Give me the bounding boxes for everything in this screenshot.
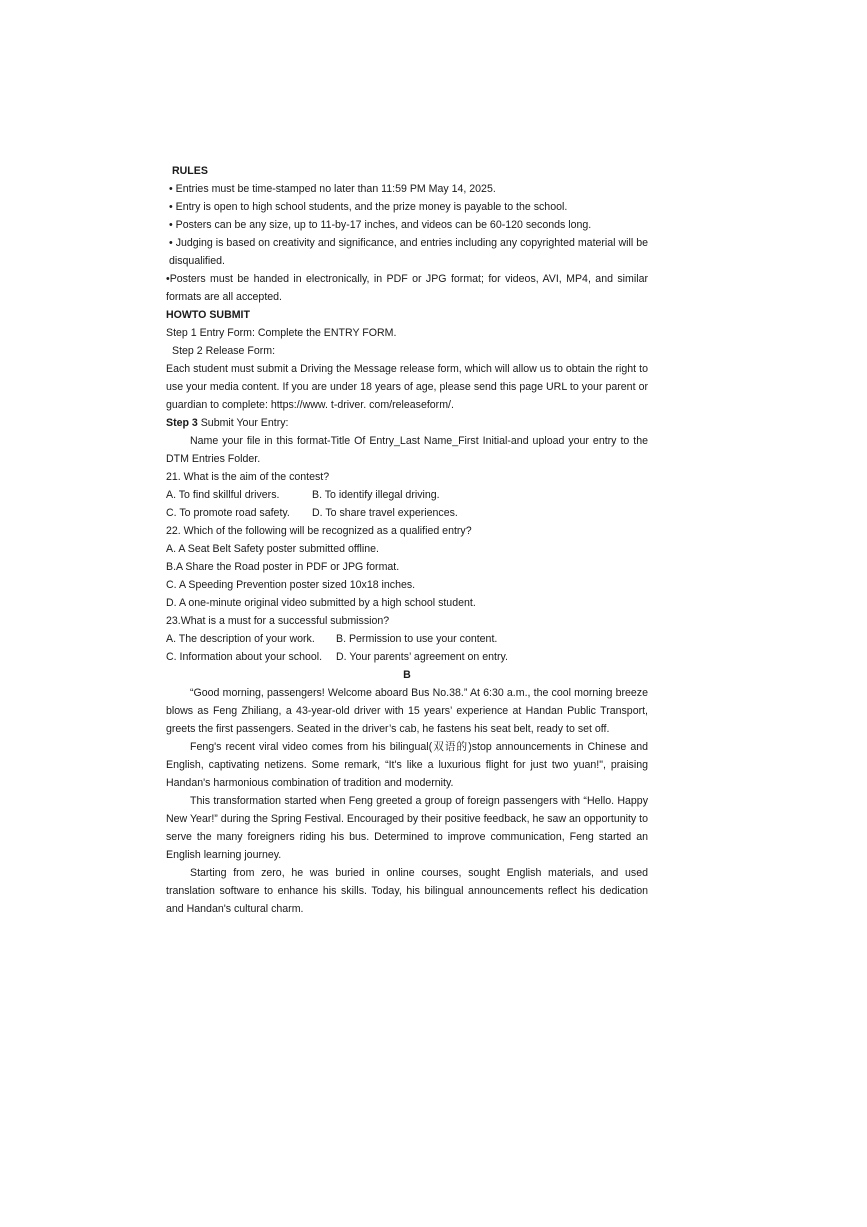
rule-item-4: • Judging is based on creativity and significance, and entries including any copyrighted material will be disqualified.: [169, 237, 648, 267]
question-22-option-a: A. A Seat Belt Safety poster submitted offline.: [166, 543, 379, 555]
step-3-label: Step 3: [166, 417, 198, 429]
question-21-option-c: C. To promote road safety.: [166, 507, 290, 519]
question-23-option-b: B. Permission to use your content.: [336, 633, 498, 645]
submit-heading: HOWTO SUBMIT: [166, 309, 250, 321]
question-23-options-row-1: [166, 630, 648, 648]
question-23-option-c: C. Information about your school.: [166, 651, 323, 663]
document-body: [166, 162, 648, 918]
question-22-stem: 22. Which of the following will be recognized as a qualified entry?: [166, 525, 472, 537]
rule-item-3: • Posters can be any size, up to 11-by-17 inches, and videos can be 60-120 seconds long.: [169, 219, 592, 231]
question-23-option-a: A. The description of your work.: [166, 633, 315, 645]
passage-b-heading: B: [403, 669, 411, 681]
rule-item-2: • Entry is open to high school students, and the prize money is payable to the school.: [169, 201, 568, 213]
question-21-option-a: A. To find skillful drivers.: [166, 489, 280, 501]
question-22-option-d: D. A one-minute original video submitted by a high school student.: [166, 597, 476, 609]
step-2-title: Step 2 Release Form:: [172, 345, 276, 357]
rule-item-1: • Entries must be time-stamped no later than 11:59 PM May 14, 2025.: [169, 183, 496, 195]
question-22-option-c: C. A Speeding Prevention poster sized 10x18 inches.: [166, 579, 416, 591]
question-22-option-b: B.A Share the Road poster in PDF or JPG format.: [166, 561, 400, 573]
step-3-body: Name your file in this format-Title Of Entry_Last Name_First Initial-and upload your entry to the DTM Entries Folder.: [166, 435, 648, 465]
question-21-option-b: B. To identify illegal driving.: [312, 489, 440, 501]
rules-heading: RULES: [172, 165, 208, 177]
passage-b-paragraph-3: This transformation started when Feng greeted a group of foreign passengers with “Hello. Happy New Year!” during the Spring Festival. Encouraged by their positive feedback, he saw an opportunity to serve the many foreigners riding his bus. Determined to improve communication, Feng started an English learning journey.: [166, 795, 648, 861]
step-2-body: Each student must submit a Driving the Message release form, which will allow us to obtain the right to use your media content. If you are under 18 years of age, please send this page URL to your parent or guardian to complete: https://www. t-driver. com/releaseform/.: [166, 363, 648, 411]
question-23-options-row-2: [166, 648, 648, 666]
question-23-option-d: D. Your parents’ agreement on entry.: [336, 651, 508, 663]
passage-b-paragraph-2: Feng's recent viral video comes from his bilingual(双语的)stop announcements in Chinese and English, captivating netizens. Some remark, “It's like a luxurious flight for just two yuan!", praising Handan's harmonious combination of tradition and modernity.: [166, 741, 648, 789]
passage-b-paragraph-4: Starting from zero, he was buried in online courses, sought English materials, and used translation software to enhance his skills. Today, his bilingual announcements reflect his dedication and Handan's cultural charm.: [166, 867, 648, 915]
rule-item-5: •Posters must be handed in electronically, in PDF or JPG format; for videos, AVI, MP4, and similar formats are all accepted.: [166, 273, 648, 303]
question-21-options-row-2: [166, 504, 648, 522]
question-21-options-row-1: [166, 486, 648, 504]
step-3-title-text: Submit Your Entry:: [197, 417, 289, 429]
question-23-stem: 23.What is a must for a successful submission?: [166, 615, 390, 627]
question-21-option-d: D. To share travel experiences.: [312, 507, 458, 519]
step-3-title: [166, 414, 648, 432]
step-1: Step 1 Entry Form: Complete the ENTRY FORM.: [166, 327, 397, 339]
passage-b-paragraph-1: “Good morning, passengers! Welcome aboard Bus No.38.” At 6:30 a.m., the cool morning breeze blows as Feng Zhiliang, a 43-year-old driver with 15 years’ experience at Handan Public Transport, greets the first passengers. Seated in the driver’s cab, he fastens his seat belt, ready to set off.: [166, 687, 648, 735]
question-21-stem: 21. What is the aim of the contest?: [166, 471, 330, 483]
